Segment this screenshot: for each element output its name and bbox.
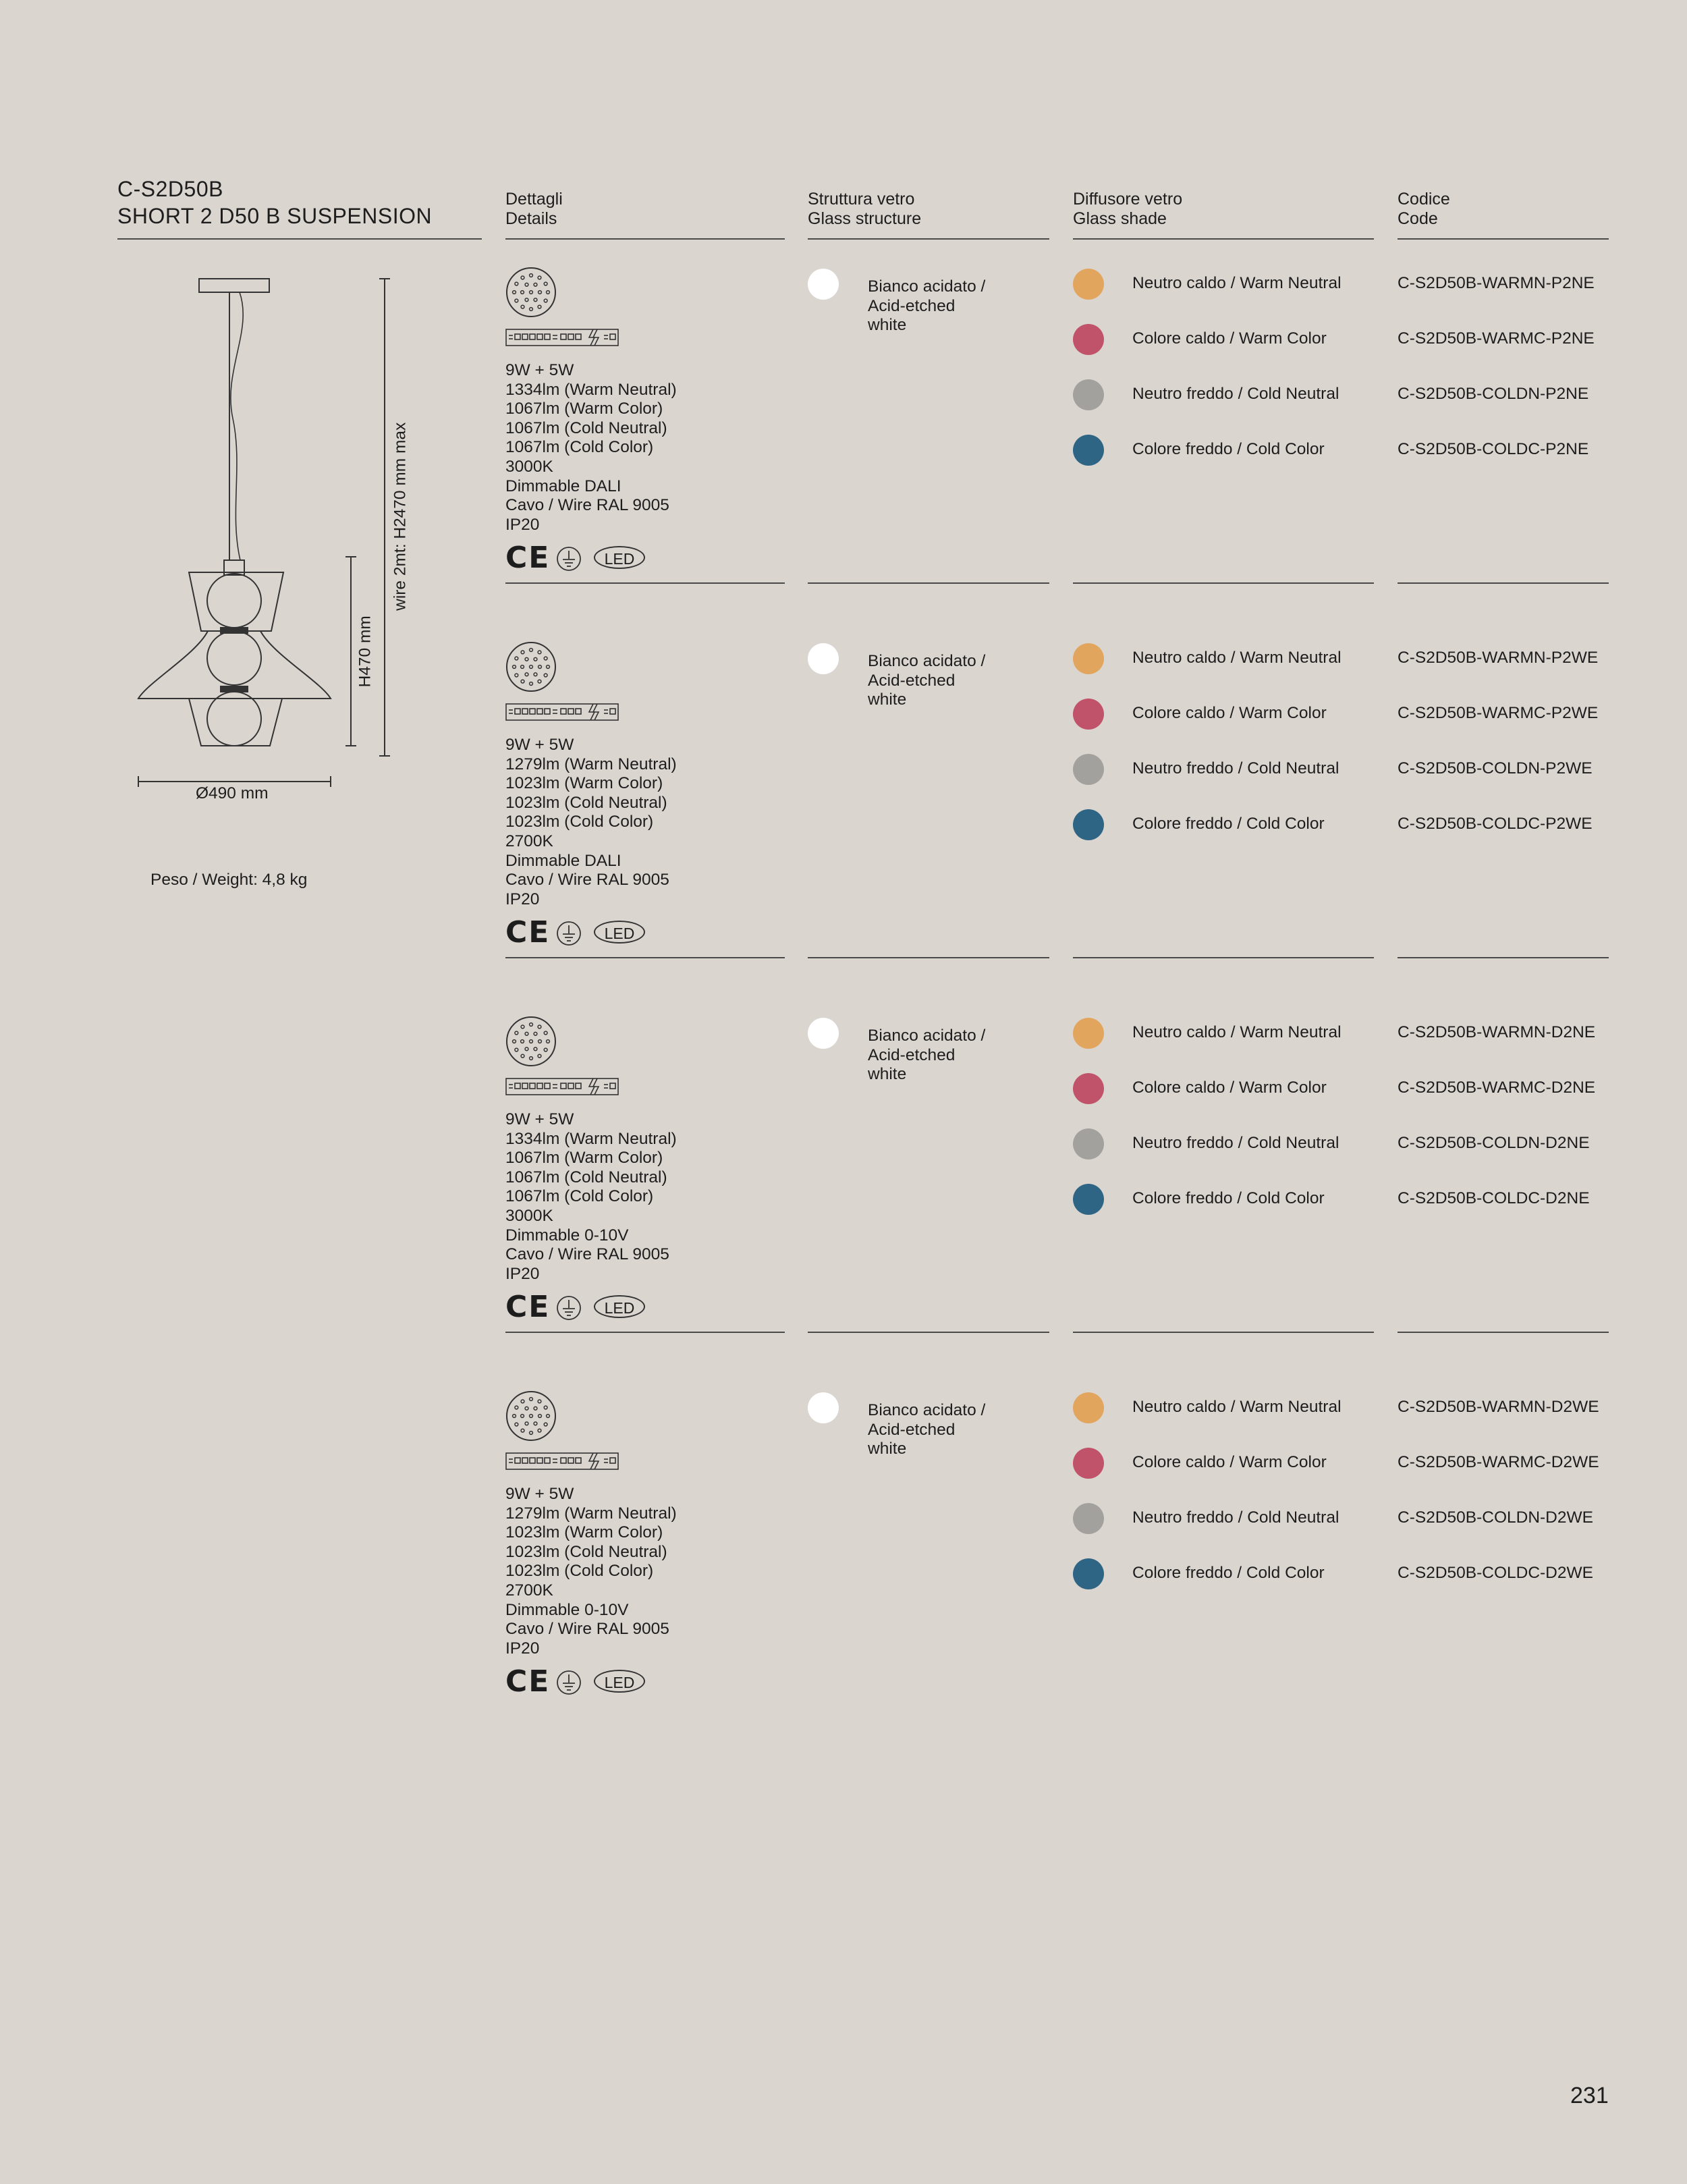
diameter-label: Ø490 mm xyxy=(196,784,269,802)
spec-line: 1023lm (Cold Color) xyxy=(505,1562,654,1581)
product-code-cell: C-S2D50B-COLDC-D2NE xyxy=(1398,1189,1590,1207)
header-structure xyxy=(808,190,921,229)
warm-neutral-swatch xyxy=(1073,1018,1104,1049)
cold-color-swatch xyxy=(1073,1184,1104,1215)
shade-label: Neutro caldo / Warm Neutral xyxy=(1132,649,1342,667)
led-module-icon xyxy=(505,1390,558,1446)
driver-icon xyxy=(505,1452,620,1475)
structure-line: Acid-etched xyxy=(868,296,956,315)
spec-line: 1023lm (Cold Color) xyxy=(505,813,654,831)
shade-label: Colore freddo / Cold Color xyxy=(1132,1189,1325,1207)
product-code-cell: C-S2D50B-COLDN-P2WE xyxy=(1398,759,1593,777)
warm-color-swatch xyxy=(1073,324,1104,355)
specs-list xyxy=(505,736,677,909)
spec-line: 1023lm (Warm Color) xyxy=(505,1523,663,1542)
spec-line: 1067lm (Warm Color) xyxy=(505,400,663,418)
specs-list xyxy=(505,1110,677,1284)
driver-icon xyxy=(505,1078,620,1100)
divider xyxy=(808,1332,1049,1333)
spec-line: 1023lm (Cold Neutral) xyxy=(505,1542,667,1561)
shade-label: Colore freddo / Cold Color xyxy=(1132,440,1325,458)
cold-color-swatch xyxy=(1073,435,1104,466)
product-code-cell: C-S2D50B-WARMN-D2WE xyxy=(1398,1398,1599,1416)
cold-neutral-swatch xyxy=(1073,1128,1104,1159)
spec-line: 1279lm (Warm Neutral) xyxy=(505,755,677,773)
spec-line: IP20 xyxy=(505,1639,540,1658)
product-code-cell: C-S2D50B-COLDC-P2NE xyxy=(1398,440,1589,458)
shade-label: Neutro caldo / Warm Neutral xyxy=(1132,274,1342,292)
header-shade xyxy=(1073,190,1182,229)
led-module-icon xyxy=(505,267,558,323)
divider xyxy=(1398,582,1609,584)
divider xyxy=(1073,238,1374,240)
product-code-cell: C-S2D50B-WARMN-D2NE xyxy=(1398,1023,1596,1041)
led-badge-icon: LED xyxy=(594,546,645,569)
spec-line: 2700K xyxy=(505,831,553,850)
shade-label: Neutro freddo / Cold Neutral xyxy=(1132,1134,1339,1152)
spec-line: 9W + 5W xyxy=(505,1110,574,1128)
white-swatch xyxy=(808,1392,839,1423)
product-code-cell: C-S2D50B-COLDN-D2NE xyxy=(1398,1134,1590,1152)
divider xyxy=(117,238,482,240)
ce-mark-icon: CE xyxy=(505,915,551,950)
header-code-it: Codice xyxy=(1398,190,1450,209)
spec-line: 1067lm (Cold Neutral) xyxy=(505,1168,667,1186)
led-badge-icon: LED xyxy=(594,1295,645,1318)
product-name: SHORT 2 D50 B SUSPENSION xyxy=(117,204,433,228)
ce-mark-icon: CE xyxy=(505,1664,551,1699)
product-code-cell: C-S2D50B-WARMN-P2NE xyxy=(1398,274,1595,292)
structure-line: white xyxy=(868,316,907,335)
ground-icon xyxy=(555,545,582,576)
warm-neutral-swatch xyxy=(1073,643,1104,674)
header-details-en: Details xyxy=(505,209,557,228)
structure-line: Bianco acidato / xyxy=(868,1401,986,1419)
shade-label: Neutro freddo / Cold Neutral xyxy=(1132,1508,1339,1527)
product-code-cell: C-S2D50B-COLDC-P2WE xyxy=(1398,815,1593,833)
specs-list xyxy=(505,361,677,535)
driver-icon xyxy=(505,703,620,726)
divider xyxy=(505,582,785,584)
divider xyxy=(1073,582,1374,584)
shade-label: Neutro freddo / Cold Neutral xyxy=(1132,385,1339,403)
spec-line: 1067lm (Cold Color) xyxy=(505,1187,654,1206)
wire-length-label: wire 2mt: H2470 mm max xyxy=(391,422,410,611)
structure-line: Acid-etched xyxy=(868,671,956,690)
cold-color-swatch xyxy=(1073,1558,1104,1589)
spec-line: IP20 xyxy=(505,890,540,908)
shade-label: Colore caldo / Warm Color xyxy=(1132,1079,1327,1097)
shade-label: Colore freddo / Cold Color xyxy=(1132,815,1325,833)
spec-line: Cavo / Wire RAL 9005 xyxy=(505,871,669,890)
product-code-cell: C-S2D50B-WARMC-P2NE xyxy=(1398,329,1595,348)
warm-neutral-swatch xyxy=(1073,1392,1104,1423)
header-shade-it: Diffusore vetro xyxy=(1073,190,1183,209)
shade-label: Neutro freddo / Cold Neutral xyxy=(1132,759,1339,777)
spec-line: Dimmable 0-10V xyxy=(505,1226,629,1245)
spec-line: 1334lm (Warm Neutral) xyxy=(505,1129,677,1148)
divider xyxy=(808,582,1049,584)
pendant-lamp-drawing xyxy=(128,270,425,810)
header-details-it: Dettagli xyxy=(505,190,563,209)
shade-label: Colore caldo / Warm Color xyxy=(1132,329,1327,348)
led-badge-icon: LED xyxy=(594,1670,645,1693)
spec-line: 2700K xyxy=(505,1581,553,1600)
spec-line: 1067lm (Warm Color) xyxy=(505,1149,663,1168)
led-module-icon xyxy=(505,1016,558,1072)
spec-line: Cavo / Wire RAL 9005 xyxy=(505,496,669,515)
white-swatch xyxy=(808,269,839,300)
divider xyxy=(505,238,785,240)
product-code-cell: C-S2D50B-COLDN-D2WE xyxy=(1398,1508,1593,1527)
header-structure-it: Struttura vetro xyxy=(808,190,915,209)
warm-neutral-swatch xyxy=(1073,269,1104,300)
spec-line: Dimmable DALI xyxy=(505,476,621,495)
white-swatch xyxy=(808,643,839,674)
divider xyxy=(1398,1332,1609,1333)
structure-line: white xyxy=(868,1065,907,1084)
ce-mark-icon: CE xyxy=(505,541,551,575)
cold-color-swatch xyxy=(1073,809,1104,840)
ground-icon xyxy=(555,1294,582,1325)
header-shade-en: Glass shade xyxy=(1073,209,1167,228)
white-swatch xyxy=(808,1018,839,1049)
led-module-icon xyxy=(505,641,558,697)
structure-line: Acid-etched xyxy=(868,1045,956,1064)
page-number: 231 xyxy=(1570,2083,1609,2108)
divider xyxy=(808,238,1049,240)
structure-line: Bianco acidato / xyxy=(868,652,986,670)
spec-line: 1067lm (Cold Color) xyxy=(505,438,654,457)
ground-icon xyxy=(555,920,582,950)
divider xyxy=(808,957,1049,958)
warm-color-swatch xyxy=(1073,699,1104,730)
header-details xyxy=(505,190,563,229)
shade-label: Colore freddo / Cold Color xyxy=(1132,1564,1325,1582)
cold-neutral-swatch xyxy=(1073,754,1104,785)
spec-line: Dimmable 0-10V xyxy=(505,1600,629,1619)
weight-label: Peso / Weight: 4,8 kg xyxy=(150,871,308,889)
spec-line: Dimmable DALI xyxy=(505,851,621,870)
spec-line: 3000K xyxy=(505,457,553,476)
spec-line: 9W + 5W xyxy=(505,361,574,379)
cold-neutral-swatch xyxy=(1073,379,1104,410)
divider xyxy=(1398,238,1609,240)
driver-icon xyxy=(505,329,620,351)
structure-label xyxy=(868,277,985,335)
spec-line: 1334lm (Warm Neutral) xyxy=(505,380,677,399)
structure-line: Bianco acidato / xyxy=(868,1027,986,1045)
led-badge-icon: LED xyxy=(594,921,645,944)
product-code-cell: C-S2D50B-COLDC-D2WE xyxy=(1398,1564,1593,1582)
spec-line: 1023lm (Cold Neutral) xyxy=(505,793,667,812)
product-code-cell: C-S2D50B-WARMN-P2WE xyxy=(1398,649,1599,667)
cold-neutral-swatch xyxy=(1073,1503,1104,1534)
header-structure-en: Glass structure xyxy=(808,209,922,228)
structure-line: white xyxy=(868,690,907,709)
structure-label xyxy=(868,1401,985,1459)
shade-label: Colore caldo / Warm Color xyxy=(1132,704,1327,722)
product-code-cell: C-S2D50B-WARMC-D2NE xyxy=(1398,1079,1596,1097)
header-code xyxy=(1398,190,1450,229)
spec-line: 1023lm (Warm Color) xyxy=(505,774,663,793)
spec-line: 1067lm (Cold Neutral) xyxy=(505,418,667,437)
divider xyxy=(505,957,785,958)
warm-color-swatch xyxy=(1073,1448,1104,1479)
shade-label: Colore caldo / Warm Color xyxy=(1132,1453,1327,1471)
product-code-cell: C-S2D50B-WARMC-D2WE xyxy=(1398,1453,1599,1471)
structure-line: Acid-etched xyxy=(868,1420,956,1439)
divider xyxy=(1398,957,1609,958)
spec-line: 9W + 5W xyxy=(505,736,574,754)
specs-list xyxy=(505,1485,677,1658)
height-label: H470 mm xyxy=(356,616,375,688)
spec-line: 9W + 5W xyxy=(505,1485,574,1503)
spec-line: IP20 xyxy=(505,1264,540,1283)
header-code-en: Code xyxy=(1398,209,1438,228)
structure-line: white xyxy=(868,1440,907,1458)
shade-label: Neutro caldo / Warm Neutral xyxy=(1132,1398,1342,1416)
ground-icon xyxy=(555,1669,582,1699)
spec-line: IP20 xyxy=(505,515,540,534)
divider xyxy=(1073,957,1374,958)
divider xyxy=(505,1332,785,1333)
product-code: C-S2D50B xyxy=(117,177,223,201)
spec-line: 3000K xyxy=(505,1206,553,1225)
divider xyxy=(1073,1332,1374,1333)
structure-label xyxy=(868,1027,985,1085)
spec-line: Cavo / Wire RAL 9005 xyxy=(505,1620,669,1639)
spec-line: 1279lm (Warm Neutral) xyxy=(505,1504,677,1523)
product-code-cell: C-S2D50B-WARMC-P2WE xyxy=(1398,704,1599,722)
shade-label: Neutro caldo / Warm Neutral xyxy=(1132,1023,1342,1041)
warm-color-swatch xyxy=(1073,1073,1104,1104)
ce-mark-icon: CE xyxy=(505,1290,551,1324)
structure-label xyxy=(868,652,985,710)
spec-line: Cavo / Wire RAL 9005 xyxy=(505,1245,669,1264)
structure-line: Bianco acidato / xyxy=(868,277,986,296)
product-code-cell: C-S2D50B-COLDN-P2NE xyxy=(1398,385,1589,403)
